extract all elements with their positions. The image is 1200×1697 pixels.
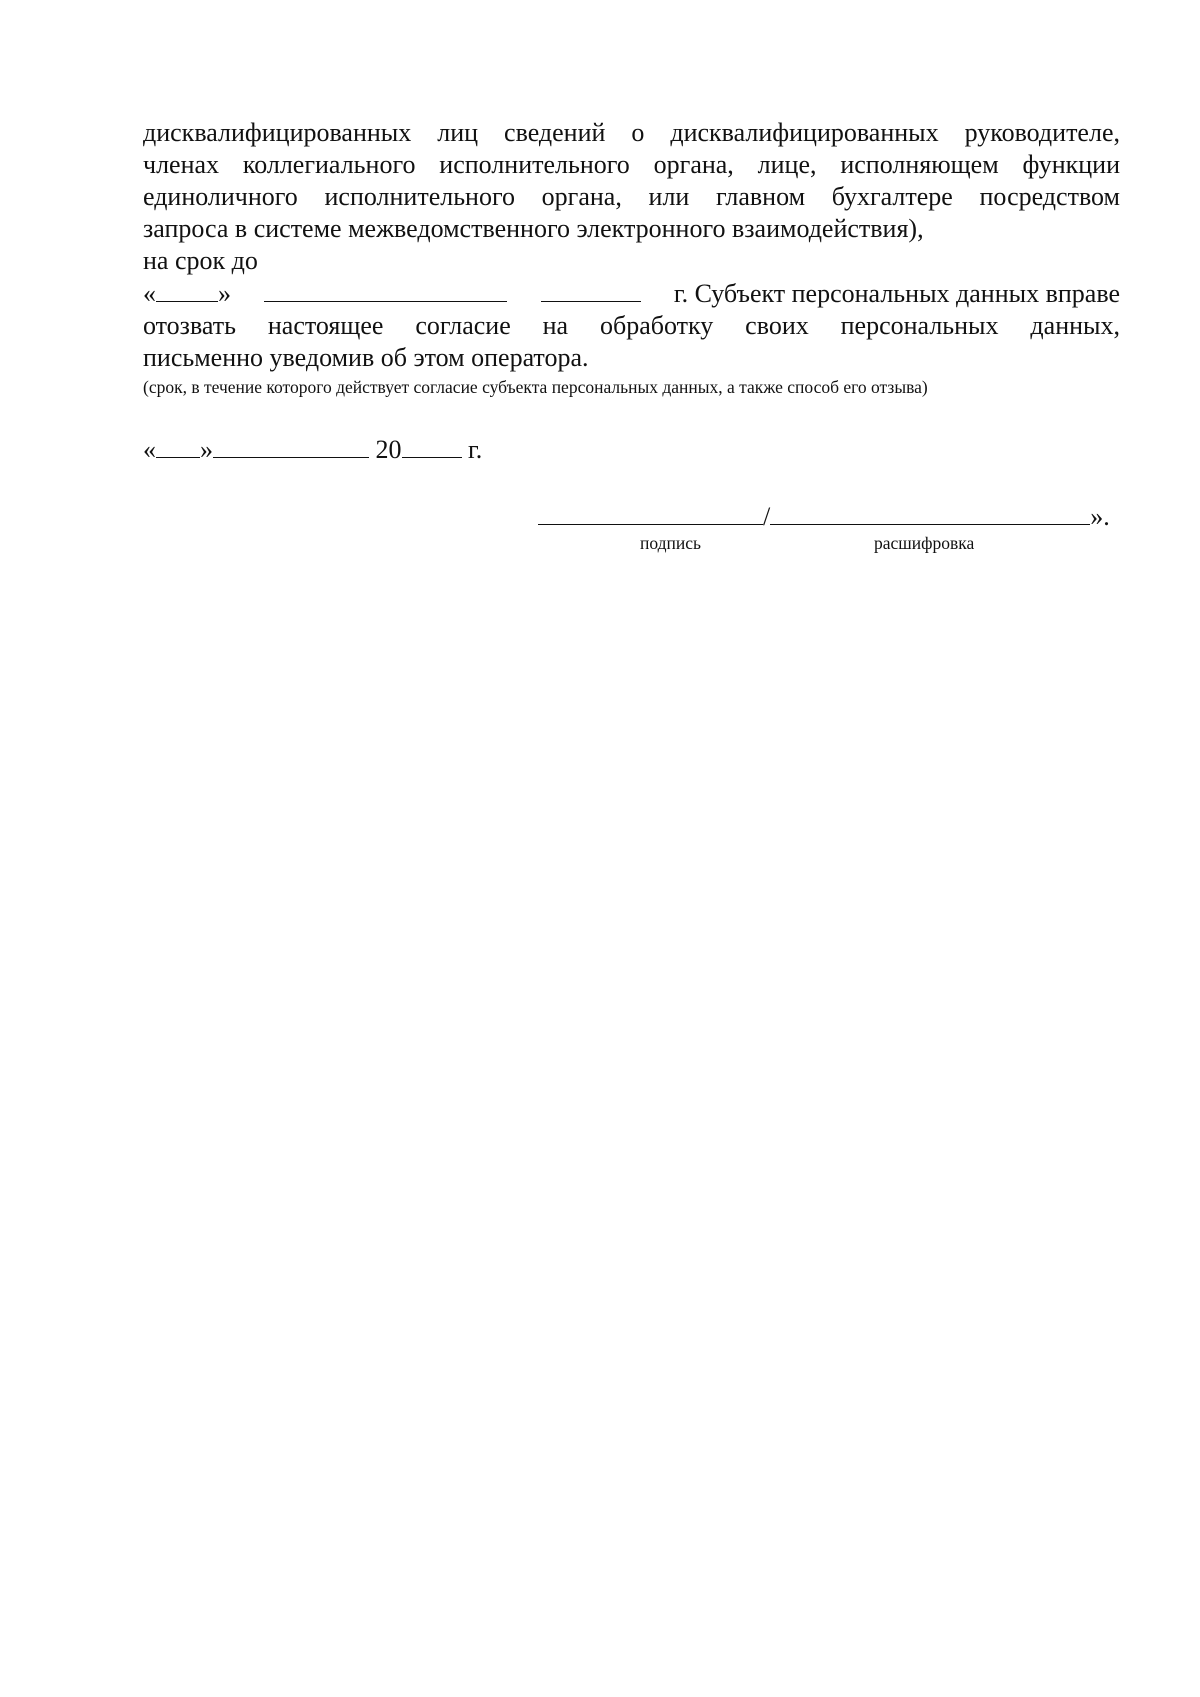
signature-separator: /	[763, 502, 771, 531]
date-year-suffix: г.	[468, 435, 483, 464]
signature-closing: ».	[1090, 502, 1110, 531]
term-explanation-note: (срок, в течение которого действует согласие субъекта персональных данных, а также способ его отзыва)	[143, 377, 928, 397]
paragraph-line-3: единоличного исполнительного органа, или главном бухгалтере посредством	[143, 182, 1120, 211]
signature-caption: подпись	[640, 533, 701, 553]
term-month-blank[interactable]	[264, 277, 507, 302]
term-year-blank[interactable]	[541, 277, 641, 302]
paragraph-line-2: членах коллегиального исполнительного органа, лице, исполняющем функции	[143, 150, 1120, 179]
date-open-quote: «	[143, 435, 156, 464]
term-close-quote: »	[218, 279, 231, 308]
date-year-blank[interactable]	[402, 433, 462, 458]
signature-blank[interactable]	[538, 500, 763, 525]
paragraph-line-8: письменно уведомив об этом оператора.	[143, 343, 589, 372]
signing-date-line	[143, 433, 482, 466]
term-open-quote: «	[143, 279, 156, 308]
paragraph-line-4: запроса в системе межведомственного электронного взаимодействия),	[143, 214, 924, 243]
paragraph-line-6	[143, 277, 1120, 310]
date-month-blank[interactable]	[213, 433, 369, 458]
paragraph-line-1: дисквалифицированных лиц сведений о дисквалифицированных руководителе,	[143, 118, 1120, 147]
paragraph-line-7: отозвать настоящее согласие на обработку своих персональных данных,	[143, 311, 1120, 340]
term-day-field	[143, 277, 231, 310]
term-day-blank[interactable]	[156, 277, 218, 302]
date-close-quote: »	[200, 435, 213, 464]
date-day-blank[interactable]	[156, 433, 200, 458]
paragraph-line-5: на срок до	[143, 246, 258, 275]
transcript-blank[interactable]	[770, 500, 1090, 525]
consent-paragraph	[143, 117, 1120, 374]
transcript-caption: расшифровка	[874, 533, 975, 553]
signature-line	[538, 500, 1110, 533]
term-revocation-text: г. Субъект персональных данных вправе	[673, 279, 1120, 308]
date-year-prefix: 20	[375, 435, 402, 464]
